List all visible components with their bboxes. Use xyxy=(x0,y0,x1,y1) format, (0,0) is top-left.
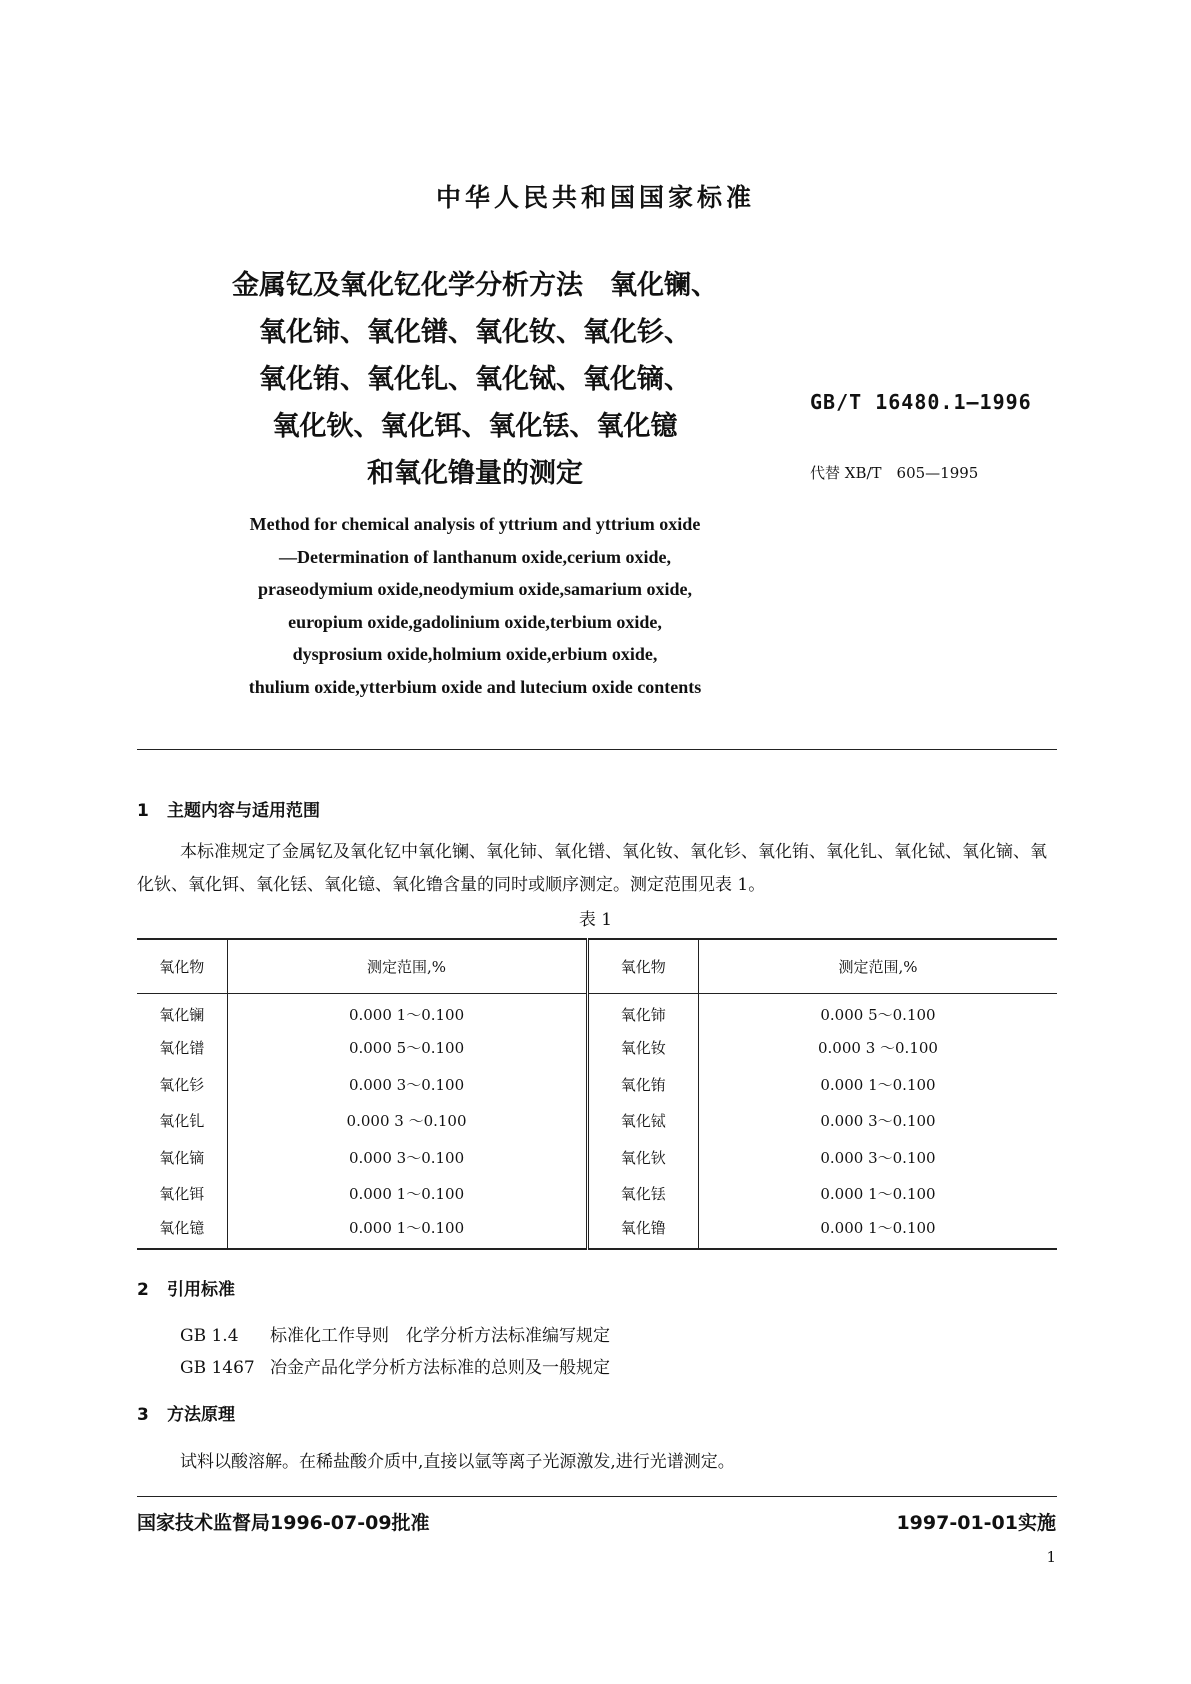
header-oxide: 氧化物 xyxy=(587,939,698,993)
reference-title: 冶金产品化学分析方法标准的总则及一般规定 xyxy=(270,1358,610,1378)
section-number: 1 xyxy=(137,801,149,821)
footer-divider xyxy=(137,1496,1057,1497)
section-2-heading xyxy=(137,1275,235,1300)
section-title: 引用标准 xyxy=(167,1280,235,1300)
chinese-title-line: 氧化铈、氧化镨、氧化钕、氧化钐、 xyxy=(259,317,691,348)
oxide-cell: 氧化钐 xyxy=(137,1066,227,1103)
standard-number: GB/T 16480.1—1996 xyxy=(810,390,1032,414)
oxide-cell: 氧化铕 xyxy=(587,1066,698,1103)
header-range: 测定范围,% xyxy=(698,939,1057,993)
english-title-line: Method for chemical analysis of yttrium and yttrium oxide xyxy=(249,514,701,534)
range-cell: 0.000 1～0.100 xyxy=(820,1185,936,1204)
table-row xyxy=(137,1176,1057,1213)
oxide-cell: 氧化铈 xyxy=(587,993,698,1030)
english-title xyxy=(150,508,800,703)
reference-code: GB 1.4 xyxy=(180,1326,239,1346)
effective-date: 1997-01-01实施 xyxy=(896,1512,1056,1534)
table-row xyxy=(137,1103,1057,1140)
range-cell: 0.000 1～0.100 xyxy=(820,1075,936,1094)
range-cell: 0.000 3 ～0.100 xyxy=(227,1103,587,1140)
oxide-cell: 氧化铥 xyxy=(587,1176,698,1213)
oxide-cell: 氧化钬 xyxy=(587,1139,698,1176)
oxide-cell: 氧化镨 xyxy=(137,1030,227,1067)
chinese-title-line: 氧化钬、氧化铒、氧化铥、氧化镱 xyxy=(272,411,678,442)
range-cell: 0.000 3 ～0.100 xyxy=(817,1039,938,1058)
page-number: 1 xyxy=(1046,1548,1056,1566)
table-row xyxy=(137,1139,1057,1176)
oxide-cell: 氧化钆 xyxy=(137,1103,227,1140)
range-cell: 0.000 1～0.100 xyxy=(698,1212,1057,1249)
section-1-heading xyxy=(137,796,320,821)
country-standard-header: 中华人民共和国国家标准 xyxy=(435,183,755,212)
range-cell: 0.000 3～0.100 xyxy=(227,1066,587,1103)
range-cell: 0.000 5～0.100 xyxy=(227,1030,587,1067)
english-title-line: praseodymium oxide,neodymium oxide,samarium oxide, xyxy=(257,579,692,599)
table-row xyxy=(137,1066,1057,1103)
range-cell: 0.000 5～0.100 xyxy=(820,1006,936,1024)
replaces-standard: 代替 XB/T 605—1995 xyxy=(810,464,979,482)
section-1-text: 本标准规定了金属钇及氧化钇中氧化镧、氧化铈、氧化镨、氧化钕、氧化钐、氧化铕、氧化钆、氧化铽、氧化镝、氧化钬、氧化铒、氧化铥、氧化镱、氧化镥含量的同时或顺序测定。测定范围见表 1。 xyxy=(137,842,1047,895)
header-range: 测定范围,% xyxy=(227,939,587,993)
table-row xyxy=(137,993,1057,1030)
oxide-cell: 氧化镝 xyxy=(137,1139,227,1176)
range-cell: 0.000 1～0.100 xyxy=(227,1176,587,1213)
section-3-heading xyxy=(137,1400,235,1425)
chinese-title-line: 和氧化镥量的测定 xyxy=(367,458,583,489)
reference-item xyxy=(180,1353,610,1378)
range-cell: 0.000 3～0.100 xyxy=(820,1148,936,1167)
oxide-cell: 氧化镥 xyxy=(587,1212,698,1249)
section-title: 主题内容与适用范围 xyxy=(167,801,320,821)
table-row xyxy=(137,1030,1057,1067)
approval-date: 国家技术监督局1996-07-09批准 xyxy=(137,1512,430,1534)
table-header-row xyxy=(137,939,1057,993)
chinese-title xyxy=(150,262,800,497)
reference-title: 标准化工作导则 化学分析方法标准编写规定 xyxy=(270,1326,610,1346)
reference-item xyxy=(180,1321,610,1346)
section-number: 2 xyxy=(137,1280,149,1300)
header-oxide: 氧化物 xyxy=(137,939,227,993)
section-3-text: 试料以酸溶解。在稀盐酸介质中,直接以氩等离子光源激发,进行光谱测定。 xyxy=(180,1452,735,1472)
range-cell: 0.000 1～0.100 xyxy=(227,1212,587,1249)
header-divider xyxy=(137,749,1057,750)
english-title-line: thulium oxide,ytterbium oxide and lutecium oxide contents xyxy=(248,676,702,697)
range-cell: 0.000 3～0.100 xyxy=(820,1112,936,1131)
range-cell: 0.000 3～0.100 xyxy=(227,1139,587,1176)
english-title-line: europium oxide,gadolinium oxide,terbium oxide, xyxy=(288,611,662,632)
range-table xyxy=(137,938,1057,1250)
english-title-line: —Determination of lanthanum oxide,cerium oxide, xyxy=(279,546,671,567)
oxide-cell: 氧化镱 xyxy=(137,1212,227,1249)
table-caption: 表 1 xyxy=(578,910,613,930)
range-cell: 0.000 1～0.100 xyxy=(227,993,587,1030)
section-title: 方法原理 xyxy=(167,1405,235,1425)
english-title-line: dysprosium oxide,holmium oxide,erbium oxide, xyxy=(292,644,658,664)
oxide-cell: 氧化铒 xyxy=(137,1176,227,1213)
section-number: 3 xyxy=(137,1405,149,1425)
oxide-cell: 氧化钕 xyxy=(587,1030,698,1067)
oxide-cell: 氧化镧 xyxy=(137,993,227,1030)
table-row xyxy=(137,1212,1057,1249)
reference-code: GB 1467 xyxy=(180,1358,255,1378)
chinese-title-line: 金属钇及氧化钇化学分析方法 氧化镧、 xyxy=(232,270,718,301)
oxide-cell: 氧化铽 xyxy=(587,1103,698,1140)
chinese-title-line: 氧化铕、氧化钆、氧化铽、氧化镝、 xyxy=(259,364,691,395)
